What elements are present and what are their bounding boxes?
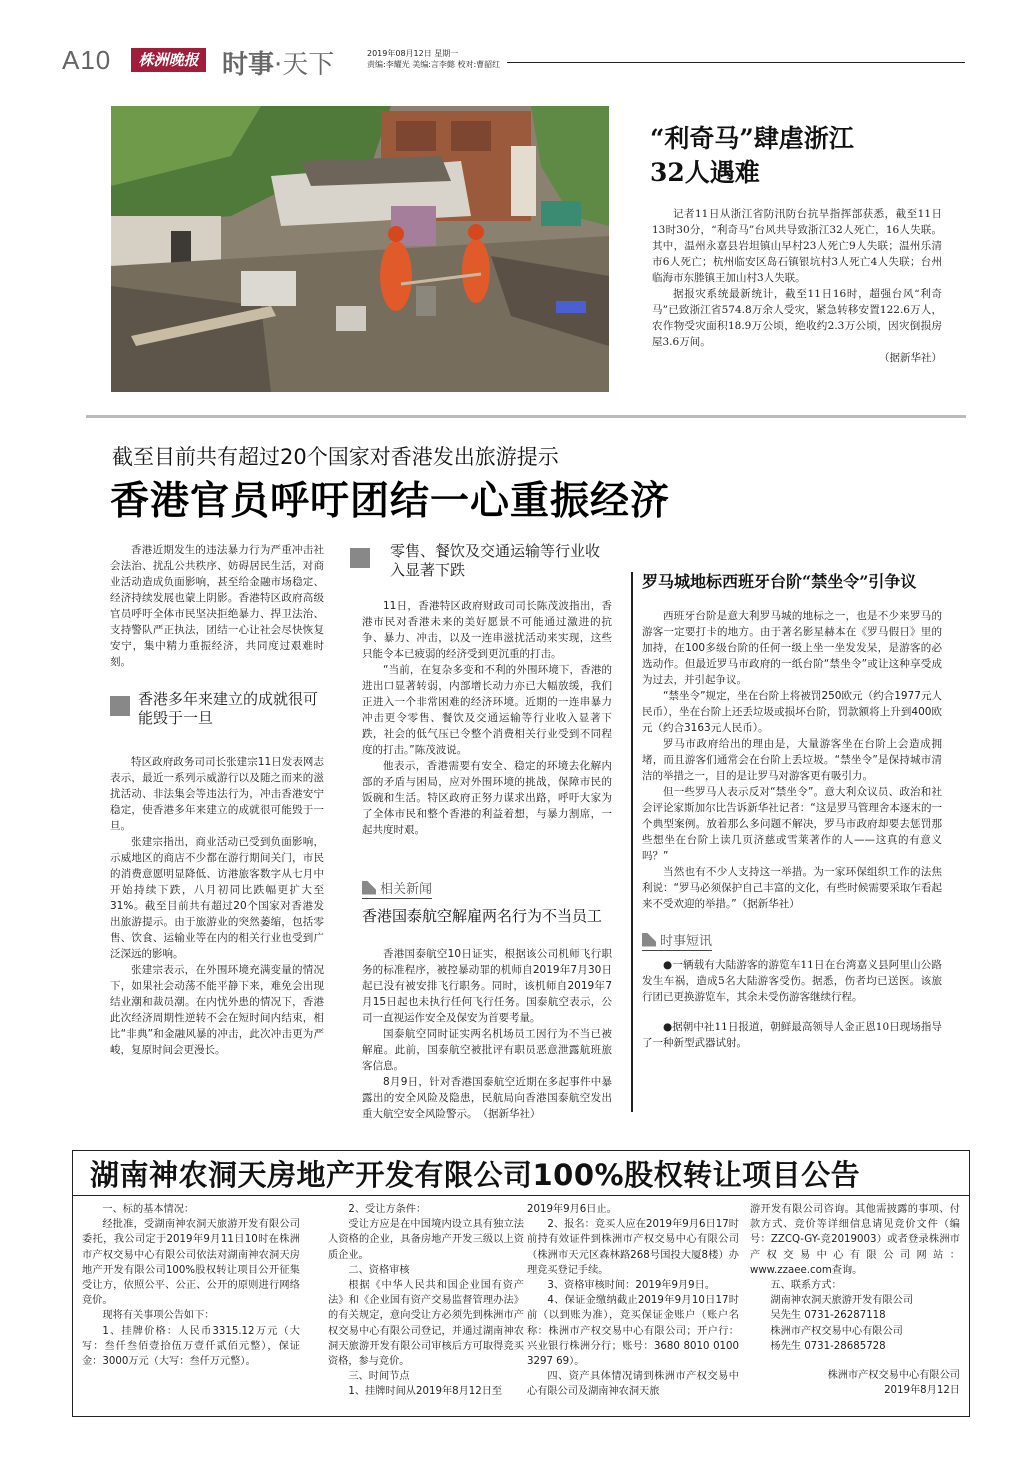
typhoon-source: （据新华社） xyxy=(879,352,942,364)
hk-kicker: 截至目前共有超过20个国家对香港发出旅游提示 xyxy=(112,445,559,469)
related-paragraph: 国泰航空同时证实两名机场员工因行为不当已被解雇。此前，国泰航空被批评有职员恶意泄露航班旅客信息。 xyxy=(362,1028,612,1072)
hk-paragraph: “当前，在复杂多变和不利的外围环境下，香港的进出口显著转弱，内部增长动力亦已大幅放缓，我们正进入一个非常困难的经济环境。近期的一连串暴力冲击更令零售、餐饮及交通运输等行业收入显著下跌，社会的低气压已令整个消费相关行业受到不同程度的打击。”陈茂波说。 xyxy=(362,664,612,756)
typhoon-paragraph: 记者11日从浙江省防汛防台抗旱指挥部获悉，截至11日13时30分，“利奇马”台风共导致浙江32人死亡，16人失联。其中，温州永嘉县岩坦镇山早村23人死亡9人失联；温州乐清市6人死亡；杭州临安区岛石镇银坑村3人死亡4人失联；台州临海市东塍镇王加山村3人失联。 xyxy=(652,208,942,284)
typhoon-title-line2: 32人遇难 xyxy=(650,158,760,187)
section-divider xyxy=(86,415,966,418)
contact-org: 湖南神农洞天旅游开发有限公司 xyxy=(770,1295,914,1307)
related-news-title: 香港国泰航空解雇两名行为不当员工 xyxy=(362,907,603,925)
masthead-logo: 株洲晚报 xyxy=(131,48,206,72)
announcement-text: 受让方应是在中国境内设立具有独立法人资格的企业，具备房地产开发三级以上资质企业。 xyxy=(328,1219,524,1261)
rome-paragraph: 西班牙台阶是意大利罗马城的地标之一，也是不少来罗马的游客一定要打卡的地方。由于著名影星赫本在《罗马假日》里的加持，在100多级台阶的任何一级上坐一坐发发呆，是游客的必选动作。但最近罗马市政府的一纸台阶“禁坐令”或让这种享受成为过去，并引起争议。 xyxy=(642,610,942,686)
announcement-title: 湖南神农洞天房地产开发有限公司100%股权转让项目公告 xyxy=(90,1158,861,1192)
announcement-column-1 xyxy=(82,1202,300,1369)
hk-column-1 xyxy=(110,542,324,1058)
brief-news-tag-text: 时事短讯 xyxy=(660,934,713,949)
contact-person: 吴先生 0731-26287118 xyxy=(770,1310,886,1322)
announcement-text: 2、受让方条件： xyxy=(348,1204,427,1215)
announcement-text: 四、资产具体情况请到株洲市产权交易中心有限公司及湖南神农洞天旅 xyxy=(527,1371,739,1398)
hk-subhead-1 xyxy=(110,690,324,728)
related-news-tag-text: 相关新闻 xyxy=(380,882,433,897)
header-meta xyxy=(367,48,500,70)
arrow-tag-icon xyxy=(642,933,656,947)
hk-paragraph: 张建宗表示，在外围环境充满变量的情况下，如果社会动荡不能平静下来，难免会出现结业潮和裁员潮。在内忧外患的情况下，香港此次经济周期性逆转不会在短时间内结束，相比“非典”和金融风暴的冲击，此次冲击更为严峻，复原时间会更漫长。 xyxy=(110,964,324,1056)
signature-org: 株洲市产权交易中心有限公司 xyxy=(827,1370,960,1382)
editors-line: 责编:李耀光 美编:言李懿 校对:曹韶红 xyxy=(367,60,501,69)
hk-section-2 xyxy=(362,598,612,838)
announcement-text: 4、保证金缴纳截止2019年9月10日17时前（以到账为准），竞买保证金账户（账户名称：株洲市产权交易中心有限公司；开户行：兴业银行株洲分行；账号：3680 8010 0100 3297 69）。 xyxy=(527,1295,739,1368)
hk-subhead-1-text: 香港多年来建立的成就很可能毁于一旦 xyxy=(138,690,319,727)
hk-subhead-2 xyxy=(362,542,612,580)
section-separator: · xyxy=(274,50,283,80)
contact-org: 株洲市产权交易中心有限公司 xyxy=(770,1325,903,1337)
announcement-text: 现将有关事项公告如下： xyxy=(102,1310,215,1322)
hk-paragraph: 11日，香港特区政府财政司司长陈茂波指出，香港市民对香港未来的美好愿景不可能通过激进的抗争、暴力、冲击，以及一连串滋扰活动来实现，这些只能令本已疲弱的经济受到更沉重的打击。 xyxy=(362,600,612,660)
signature-date: 2019年8月12日 xyxy=(884,1385,960,1397)
header-rule xyxy=(507,62,965,63)
date-line: 2019年08月12日 星期一 xyxy=(367,49,459,58)
section-main: 时事 xyxy=(222,50,275,80)
column-divider xyxy=(631,572,633,1112)
rome-paragraph: 当然也有不少人支持这一举措。为一家环保组织工作的法焦利说：“罗马必须保护自己丰富的文化，有些时候需要采取乍看起来不受欢迎的举措。”（据新华社） xyxy=(642,866,942,910)
related-paragraph: 8月9日，针对香港国泰航空近期在多起事件中暴露出的安全风险及隐患，民航局向香港国泰航空发出重大航空安全风险警示。 （据新华社） xyxy=(362,1076,612,1120)
hk-section-1 xyxy=(110,754,324,1058)
hk-subhead-2-text: 零售、餐饮及交通运输等行业收入显著下跌 xyxy=(390,542,601,579)
brief-item: ●一辆载有大陆游客的游览车11日在台湾嘉义县阿里山公路发生车祸，造成5名大陆游客受伤。据悉，伤者均已送医。该旅行团已更换游览车，其余未受伤游客继续行程。 xyxy=(642,959,942,1003)
brief-item: ●据朝中社11日报道，朝鲜最高领导人金正恩10日现场指导了一种新型武器试射。 xyxy=(642,1021,942,1049)
hk-column-2 xyxy=(362,542,612,1122)
announcement-column-2 xyxy=(328,1202,524,1400)
hk-paragraph: 他表示，香港需要有安全、稳定的环境去化解内部的矛盾与困局，应对外围环境的挑战，保障市民的饭碗和生活。特区政府正努力谋求出路，呼吁大家为了全体市民和整个香港的利益着想，与暴力割席，一起共度时艰。 xyxy=(362,760,612,836)
rome-paragraph: “禁坐令”规定，坐在台阶上将被罚250欧元（约合1977元人民币），坐在台阶上还丢垃圾或损坏台阶，罚款额将上升到400欧元（约合3163元人民币）。 xyxy=(642,690,942,734)
announcement-column-3 xyxy=(527,1202,739,1400)
contact-person: 杨先生 0731-28685728 xyxy=(770,1340,886,1352)
announcement-text: 经批准，受湖南神农洞天旅游开发有限公司委托，我公司定于2019年9月11日10时在株洲市产权交易中心有限公司依法对湖南神农洞天房地产开发有限公司100%股权转让项目公开征集受让方，依照公平、公正、公开的原则进行网络竞价。 xyxy=(82,1219,300,1307)
announcement-text: 三、时间节点 xyxy=(348,1371,410,1383)
subhead-block-icon xyxy=(350,548,370,568)
rome-column xyxy=(642,570,942,1051)
announcement-column-4 xyxy=(750,1202,960,1398)
hk-lead-text: 香港近期发生的违法暴力行为严重冲击社会法治、扰乱公共秩序、妨碍居民生活，对商业活动造成负面影响，甚至给金融市场稳定、经济持续发展也蒙上阴影。香港特区政府高级官员呼吁全体市民坚决拒绝暴力、捍卫法治、支持警队严正执法，团结一心让社会尽快恢复安宁，集中精力重振经济，共同度过艰难时刻。 xyxy=(110,544,324,668)
rome-paragraph: 但一些罗马人表示反对“禁坐令”。意大利众议员、政治和社会评论家斯加尔比告诉新华社记者：“这是罗马管理舍本逐末的一个典型案例。放着那么多问题不解决，罗马市政府却要去惩罚那些想坐在台阶上读几页济慈或雪莱著作的人——这真的有意义吗？” xyxy=(642,786,942,862)
typhoon-title-line1: “利奇马”肆虐浙江 xyxy=(650,124,854,153)
related-paragraph: 香港国泰航空10日证实，根据该公司机师飞行职务的标准程序，被控暴动罪的机师自2019年7月30日起已没有被安排飞行职务。同时，该机师自2019年7月15日起也未执行任何飞行任务。国泰航空表示，公司一直视运作安全及保安为首要考量。 xyxy=(362,948,612,1024)
section-sub: 天下 xyxy=(282,50,335,80)
announcement-text: 2019年9月6日止。 xyxy=(527,1204,617,1215)
announcement-text: 五、联系方式： xyxy=(770,1280,842,1292)
subhead-block-icon xyxy=(110,696,130,716)
announcement-text: 2、报名：竞买人应在2019年9月6日17时前持有效证件到株洲市产权交易中心有限公司（株洲市天元区森林路268号国投大厦8楼）办理竞买登记手续。 xyxy=(527,1219,739,1276)
brief-news xyxy=(642,930,942,1051)
rome-body xyxy=(642,608,942,912)
disaster-photo-illustration xyxy=(111,106,609,392)
hk-lead xyxy=(110,542,324,670)
announcement-text: 一、标的基本情况： xyxy=(102,1204,195,1215)
page-number: A10 xyxy=(62,45,112,75)
brief-news-tag xyxy=(642,930,712,951)
announcement-text: 游开发有限公司咨询。其他需披露的事项、付款方式、竞价等详细信息请见竞价文件（编号：ZZCQ-GY-竞2019003）或者登录株洲市产权交易中心有限公司网站：www.zzaee.com查询。 xyxy=(750,1204,960,1276)
typhoon-body xyxy=(652,206,942,366)
hk-paragraph: 特区政府政务司司长张建宗11日发表网志表示，最近一系列示威游行以及随之而来的滋扰活动、非法集会等违法行为，冲击香港安宁稳定，使香港多年来建立的成就很可能毁于一旦。 xyxy=(110,756,324,832)
rome-paragraph: 罗马市政府给出的理由是，大量游客坐在台阶上会造成拥堵，而且游客们通常会在台阶上丢垃圾。“禁坐令”是保持城市清洁的举措之一，目的是让罗马对游客更有吸引力。 xyxy=(642,738,942,782)
news-photo xyxy=(111,106,609,392)
rome-headline: 罗马城地标西班牙台阶“禁坐令”引争议 xyxy=(642,572,917,591)
announcement-text: 1、挂牌时间从2019年8月12日至 xyxy=(348,1386,503,1398)
announcement-text: 根据《中华人民共和国企业国有资产法》和《企业国有资产交易监督管理办法》的有关规定，意向受让方必须先到株洲市产权交易中心有限公司登记，并通过湖南神农洞天旅游开发有限公司审核后方可取得竞买资格，参与竞价。 xyxy=(328,1280,524,1368)
hk-paragraph: 张建宗指出，商业活动已受到负面影响，示威地区的商店不少都在游行期间关门，市民的消费意愿明显降低、访港旅客数字从七月中开始持续下跌，八月初同比跌幅更扩大至31%。截至目前共有超过20个国家对香港发出旅游提示。由于旅游业的突然萎缩，包括零售、饮食、运输业等在内的相关行业也受到广泛深远的影响。 xyxy=(110,836,324,960)
section-title xyxy=(222,44,334,81)
announcement-text: 1、挂牌价格：人民币3315.12万元（大写：叁仟叁佰壹拾伍万壹仟贰佰元整），保证金：3000万元（大写：叁仟万元整）。 xyxy=(82,1325,300,1368)
arrow-tag-icon xyxy=(362,881,376,895)
typhoon-paragraph: 据报灾系统最新统计，截至11日16时，超强台风“利奇马”已致浙江省574.8万余人受灾，紧急转移安置122.6万人，农作物受灾面积18.9万公顷，绝收约2.3万公顷，因灾倒损房屋3.6万间。 xyxy=(652,288,942,348)
hk-headline: 香港官员呼吁团结一心重振经济 xyxy=(110,479,671,524)
related-news xyxy=(362,878,612,1122)
related-news-tag xyxy=(362,878,432,899)
typhoon-headline xyxy=(650,122,950,190)
announcement-text: 3、资格审核时间：2019年9月9日。 xyxy=(547,1280,716,1292)
related-news-body xyxy=(362,946,612,1122)
brief-news-body xyxy=(642,957,942,1051)
announcement-text: 二、资格审核 xyxy=(348,1264,410,1276)
